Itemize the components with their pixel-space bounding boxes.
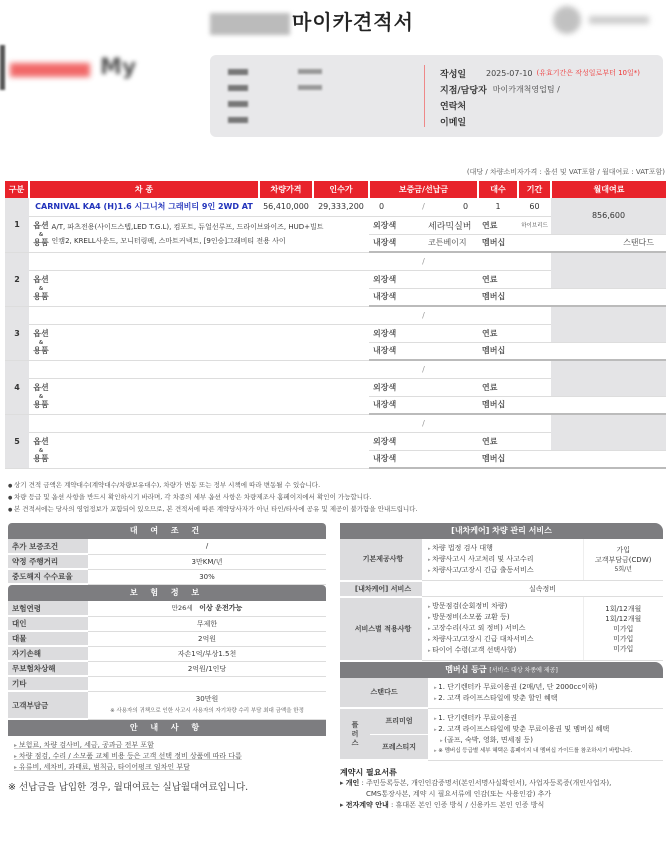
- svc-side: 가입: [616, 545, 631, 554]
- svc-item: ▸ 고장수리(사고 외 정비) 서비스: [428, 623, 577, 634]
- row-number: 4: [5, 360, 29, 414]
- monthly-rent: [551, 306, 666, 342]
- term-value: 30%: [88, 569, 326, 584]
- slash: /: [369, 414, 478, 432]
- svc-item: ▸ 차량사고/고장시 긴급 대차서비스: [428, 634, 577, 645]
- svc-value: 1회/12개월: [605, 614, 642, 623]
- date-value: 2025-07-10: [486, 68, 533, 78]
- membership-header: 멤버십 등급 [서비스 대상 차종에 제공]: [340, 662, 663, 678]
- svc-value: 1회/12개월: [605, 604, 642, 613]
- care-service-header: [내차케어] 차량 관리 서비스: [340, 523, 663, 539]
- mem-item: ▸ 1. 단기렌터카 무료이용권 (2매/년, 단 2000cc이하): [434, 682, 657, 693]
- care-value: 실속정비: [422, 581, 663, 597]
- care-service-table: [340, 539, 663, 662]
- prestige-label: 프레스티지: [370, 734, 428, 760]
- notice-item: ● 본 견적서에는 당사의 영업정보가 포함되어 있으므로, 본 견적서에 따른 계약당사자가 아닌 타인/타사에 공유 및 제공이 불가함을 안내드립니다.: [8, 504, 418, 516]
- ext-color-label: 외장색: [369, 432, 428, 450]
- contact-label: 연락처: [440, 101, 467, 112]
- notices: [8, 480, 418, 516]
- notice-item: ● 상기 견적 금액은 계약대수(계약대수/차량보유대수), 차량가 변동 또는 정부 시책에 따라 변동될 수 있습니다.: [8, 480, 418, 492]
- membership-label: 멤버십: [478, 288, 518, 306]
- ext-color-label: 외장색: [369, 378, 428, 396]
- ins-value: 자손1억/부상1.5천: [88, 646, 326, 661]
- svc-item: ▸ 타이어 수령(고객 선택사항): [428, 645, 577, 656]
- int-color: 코튼베이지: [428, 234, 478, 252]
- corner-logo: [553, 4, 663, 38]
- right-panel: [340, 523, 663, 811]
- documents: 계약시 필요서류 ▸ 개인 : 주민등록등본, 개인인감증명서(본인서명사실확인서), 사업자등록증(개인사업자), CMS통장사본, 계약 시 필요서류에 인감(또는 사용인감) 추가 ▸ 전자계약 안내 : 휴대폰 본인 인증 방식 / 신용카드 본인 인증 방식: [340, 767, 663, 811]
- svc-label: 기본제공사항: [340, 539, 422, 581]
- ext-color-label: 외장색: [369, 324, 428, 342]
- int-color-label: 내장색: [369, 288, 428, 306]
- options-cell: 옵션 & 용품: [29, 324, 369, 360]
- prepay: 0: [453, 198, 478, 216]
- document-title: [210, 6, 414, 35]
- term-label: 약정 주행거리: [8, 554, 88, 569]
- mem-note: ▸ ※ 멤버십 등급별 세부 혜택은 홈페이지 내 멤버십 가이드를 참조하시기 바랍니다.: [434, 746, 657, 756]
- title-text: 마이카견적서: [292, 10, 414, 34]
- mem-item: ▸ 2. 고객 라이프스타일에 맞춘 할인 혜택: [434, 693, 657, 704]
- branch-label: 지점/담당자: [440, 85, 487, 96]
- svc-item: ▸ 차량사고/고장시 긴급 출동서비스: [428, 565, 577, 576]
- fuel-label: 연료: [478, 270, 518, 288]
- svc-side: 고객부담금(CDW): [595, 555, 652, 564]
- rental-terms-header: 대 여 조 건: [8, 523, 326, 539]
- customer-info-redacted: [228, 65, 322, 129]
- header-no: 구분: [5, 181, 29, 198]
- membership-label: 멤버십: [478, 342, 518, 360]
- term-value: 3만KM/년: [88, 554, 326, 569]
- divider: [424, 65, 425, 127]
- ins-label: 고객부담금: [8, 691, 88, 719]
- ins-label: 대인: [8, 616, 88, 631]
- int-color-label: 내장색: [369, 234, 428, 252]
- deductible-note: ※ 사용자의 귀책으로 인한 사고시 사용자의 자기차량 수리 부담 최대 금액을 한정: [110, 708, 304, 714]
- ins-label: 기타: [8, 676, 88, 691]
- ins-value: 무제한: [88, 616, 326, 631]
- ins-label: 보험연령: [8, 601, 88, 616]
- header-price: 차량가격: [259, 181, 313, 198]
- membership-label: 멤버십: [478, 396, 518, 414]
- monthly-rent: [551, 414, 666, 450]
- deposit: 0: [369, 198, 394, 216]
- ext-color: 세라믹실버: [428, 216, 478, 234]
- table-row: [5, 198, 666, 216]
- svc-label: 서비스별 적용사항: [340, 597, 422, 661]
- membership-label: 멤버십: [478, 234, 518, 252]
- redacted-block: [210, 13, 290, 35]
- term-label: 추가 보증조건: [8, 539, 88, 554]
- prepay-note: ※ 선납금을 납입한 경우, 월대여료는 실납월대여료입니다.: [8, 782, 249, 793]
- ext-color-label: 외장색: [369, 216, 428, 234]
- row-number: 5: [5, 414, 29, 468]
- brand-logo: My: [0, 45, 180, 85]
- fuel-label: 연료: [478, 216, 518, 234]
- membership-table: [340, 678, 663, 762]
- plus-label: 플러스: [340, 708, 370, 760]
- fuel-label: 연료: [478, 324, 518, 342]
- ins-value: 2억원: [88, 631, 326, 646]
- row-number: 1: [5, 198, 29, 252]
- fuel-label: 연료: [478, 432, 518, 450]
- fuel: 하이브리드: [518, 216, 551, 234]
- svc-item: ▸ 방문점검(순회정비 차량): [428, 601, 577, 612]
- membership: 스탠다드: [518, 234, 666, 252]
- documents-text: CMS통장사본, 계약 시 필요서류에 인감(또는 사용인감) 추가: [366, 790, 552, 798]
- guide-item: ▸ 차량 점검, 수리 / 소모품 교체 비용 등은 고객 선택 정비 상품에 따라 다름: [14, 751, 326, 762]
- deductible-value: 30만원: [195, 695, 219, 703]
- insurance-header: 보 험 정 보: [8, 585, 326, 601]
- svc-value: 미가입: [613, 624, 634, 633]
- options-line1: A/T, 파츠전용(사이드스텝,LED T.G.L), 컴포트, 듀얼선루프, 드라이브와이즈, HUD+빌트: [51, 223, 324, 231]
- svc-item: ▸ 방문정비(소모품 교환 등): [428, 612, 577, 623]
- guide-list: [8, 740, 326, 773]
- qty: 1: [478, 198, 518, 216]
- documents-title: 계약시 필요서류: [340, 768, 397, 777]
- residual-price: 29,333,200: [313, 198, 369, 216]
- branch-value: 마이카개척영업팀 /: [492, 84, 560, 94]
- mem-item: ▸ 2. 고객 라이프스타일에 맞춘 무료이용권 및 멤버십 혜택: [434, 724, 657, 735]
- row-number: 3: [5, 306, 29, 360]
- svc-item: ▸ 차량사고시 사고처리 및 사고수리: [428, 554, 577, 565]
- options-cell: 옵션 & 용품 A/T, 파츠전용(사이드스텝,LED T.G.L), 컴포트, 듀얼선루프, 드라이브와이즈, HUD+빌트 인캠2, KRELL사운드, 모니터링팩, 스마트커넥트, [9인승]그래비티 전용 사이: [29, 216, 369, 252]
- monthly-rent: 856,600: [551, 198, 666, 234]
- membership-label: 멤버십: [478, 450, 518, 468]
- model-name: CARNIVAL KA4 (H)1.6 시그니처 그래비티 9인 2WD AT: [29, 198, 259, 216]
- quote-table: [5, 181, 666, 469]
- row-number: 2: [5, 252, 29, 306]
- mem-item: ▸ (골프, 숙박, 영화, 면세점 등): [434, 735, 657, 746]
- guide-header: 안 내 사 항: [8, 720, 326, 736]
- header-period: 기간: [518, 181, 551, 198]
- validity-note: (유효기간은 작성일로부터 10일*): [536, 69, 640, 77]
- date-label: 작성일: [440, 69, 467, 80]
- email-label: 이메일: [440, 117, 467, 128]
- mem-item: ▸ 1. 단기렌터카 무료이용권: [434, 713, 657, 724]
- svc-value: 미가입: [613, 634, 634, 643]
- term-value: /: [88, 539, 326, 554]
- period: 60: [518, 198, 551, 216]
- int-color-label: 내장색: [369, 450, 428, 468]
- guide-item: ▸ 유류비, 세차비, 과태료, 범칙금, 타이어펑크 임차인 부담: [14, 762, 326, 773]
- ins-value: [88, 676, 326, 691]
- header-model: 차 종: [29, 181, 259, 198]
- header-monthly: 월대여료: [551, 181, 666, 198]
- standard-label: 스탠다드: [340, 678, 428, 709]
- age-suffix: 이상 운전가능: [199, 604, 243, 613]
- premium-label: 프리미엄: [370, 708, 428, 734]
- term-label: 중도해지 수수료율: [8, 569, 88, 584]
- info-box: [210, 55, 663, 137]
- options-cell: 옵션 & 용품: [29, 432, 369, 468]
- age-value: 만26세: [171, 604, 193, 613]
- slash: /: [369, 306, 478, 324]
- ins-label: 자기손해: [8, 646, 88, 661]
- ins-label: 무보험차상해: [8, 661, 88, 676]
- vehicle-price: 56,410,000: [259, 198, 313, 216]
- ins-label: 대물: [8, 631, 88, 646]
- options-cell: 옵션 & 용품: [29, 270, 369, 306]
- svc-side: 5회/년: [614, 565, 632, 573]
- guide-item: ▸ 보험료, 차량 검사비, 세금, 공과금 전부 포함: [14, 740, 326, 751]
- insurance-table: [8, 601, 326, 720]
- options-line2: 인캠2, KRELL사운드, 모니터링팩, 스마트커넥트, [9인승]그래비티 전용 사이: [51, 237, 286, 245]
- rental-terms-table: [8, 539, 326, 585]
- vat-note: (대당 / 차량소비자가격 : 옵션 및 VAT포함 / 월대여료 : VAT포함): [466, 168, 665, 176]
- ins-value: 2억원/1인당: [88, 661, 326, 676]
- slash: /: [394, 198, 453, 216]
- monthly-rent: [551, 360, 666, 396]
- header-qty: 대수: [478, 181, 518, 198]
- int-color-label: 내장색: [369, 396, 428, 414]
- options-cell: 옵션 & 용품: [29, 378, 369, 414]
- notice-item: ● 차량 등급 및 옵션 사항을 반드시 확인하시기 바라며, 각 차종의 세부 옵션 사항은 차량제조사 홈페이지에서 확인이 가능합니다.: [8, 492, 418, 504]
- left-panel: [8, 523, 326, 793]
- header-deposit: 보증금/선납금: [369, 181, 478, 198]
- svc-label: [내차케어] 서비스: [340, 581, 422, 597]
- svc-value: 미가입: [613, 644, 634, 653]
- slash: /: [369, 360, 478, 378]
- ext-color-label: 외장색: [369, 270, 428, 288]
- svc-item: ▸ 차량 법정 검사 대행: [428, 543, 577, 554]
- slash: /: [369, 252, 478, 270]
- header-residual: 인수가: [313, 181, 369, 198]
- monthly-rent: [551, 252, 666, 288]
- int-color-label: 내장색: [369, 342, 428, 360]
- fuel-label: 연료: [478, 378, 518, 396]
